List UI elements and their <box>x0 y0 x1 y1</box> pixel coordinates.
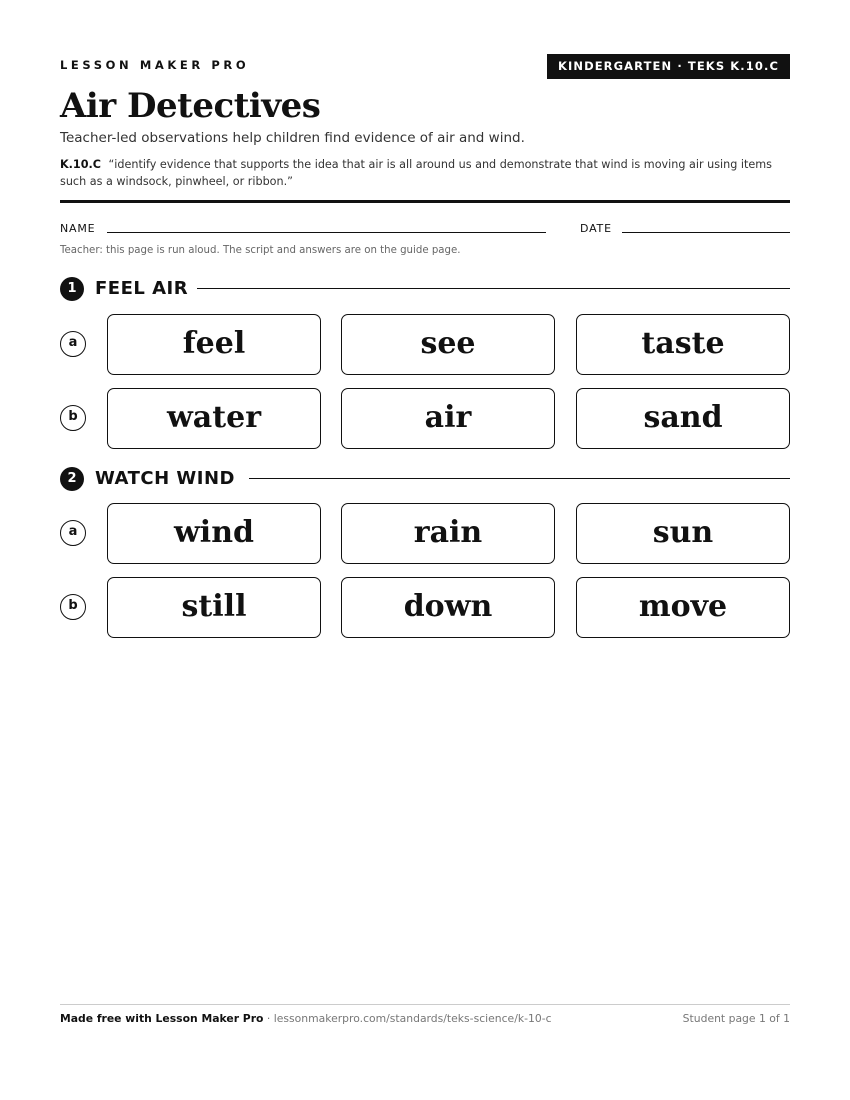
standard-text: “identify evidence that supports the idea that air is all around us and demonstrate that wind is moving air using items such as a windsock, pinwheel, or ribbon.” <box>60 158 773 188</box>
question-row <box>60 503 790 565</box>
footer-page-number: Student page 1 of 1 <box>682 1012 790 1025</box>
footer-separator: · <box>263 1012 274 1025</box>
word-choice-card[interactable]: feel <box>107 314 321 375</box>
word-choice-card[interactable]: taste <box>576 314 790 375</box>
date-field[interactable] <box>622 232 790 233</box>
row-letter-badge: b <box>60 594 86 620</box>
section-rule <box>197 288 790 289</box>
word-choice-card[interactable]: sun <box>576 503 790 564</box>
date-label: DATE <box>580 222 612 235</box>
row-letter-badge: a <box>60 331 86 357</box>
section-rule <box>249 478 790 479</box>
name-label: NAME <box>60 222 96 235</box>
word-choice-card[interactable]: move <box>576 577 790 638</box>
name-date-row <box>60 222 790 238</box>
section-number-badge: 1 <box>60 277 84 301</box>
word-choice-card[interactable]: see <box>341 314 555 375</box>
section-watch-wind <box>60 467 790 641</box>
footer-url-link[interactable]: lessonmakerpro.com/standards/teks-science/k-10-c <box>273 1012 552 1025</box>
section-number-badge: 2 <box>60 467 84 491</box>
section-feel-air <box>60 277 790 451</box>
teacher-note: Teacher: this page is run aloud. The script and answers are on the guide page. <box>60 245 461 256</box>
word-choice-card[interactable]: still <box>107 577 321 638</box>
question-row <box>60 577 790 639</box>
section-title: WATCH WIND <box>95 468 235 489</box>
row-letter-badge: a <box>60 520 86 546</box>
page-subtitle: Teacher-led observations help children find evidence of air and wind. <box>60 130 525 146</box>
brand-wordmark: LESSON MAKER PRO <box>60 58 250 72</box>
word-choice-card[interactable]: air <box>341 388 555 449</box>
word-choice-card[interactable]: wind <box>107 503 321 564</box>
word-choice-card[interactable]: sand <box>576 388 790 449</box>
word-choice-card[interactable]: rain <box>341 503 555 564</box>
question-row <box>60 388 790 450</box>
word-choice-card[interactable]: water <box>107 388 321 449</box>
header-divider <box>60 200 790 203</box>
question-row <box>60 314 790 376</box>
grade-standard-badge: KINDERGARTEN · TEKS K.10.C <box>547 54 790 79</box>
standard-code: K.10.C <box>60 158 101 171</box>
footer-credit <box>60 1012 552 1025</box>
row-letter-badge: b <box>60 405 86 431</box>
footer-divider <box>60 1004 790 1005</box>
footer-made-with: Made free with Lesson Maker Pro <box>60 1012 264 1025</box>
name-field[interactable] <box>107 232 546 233</box>
section-title: FEEL AIR <box>95 278 189 299</box>
standard-statement <box>60 156 790 190</box>
page-title: Air Detectives <box>60 86 321 126</box>
worksheet-page <box>60 0 790 1100</box>
word-choice-card[interactable]: down <box>341 577 555 638</box>
